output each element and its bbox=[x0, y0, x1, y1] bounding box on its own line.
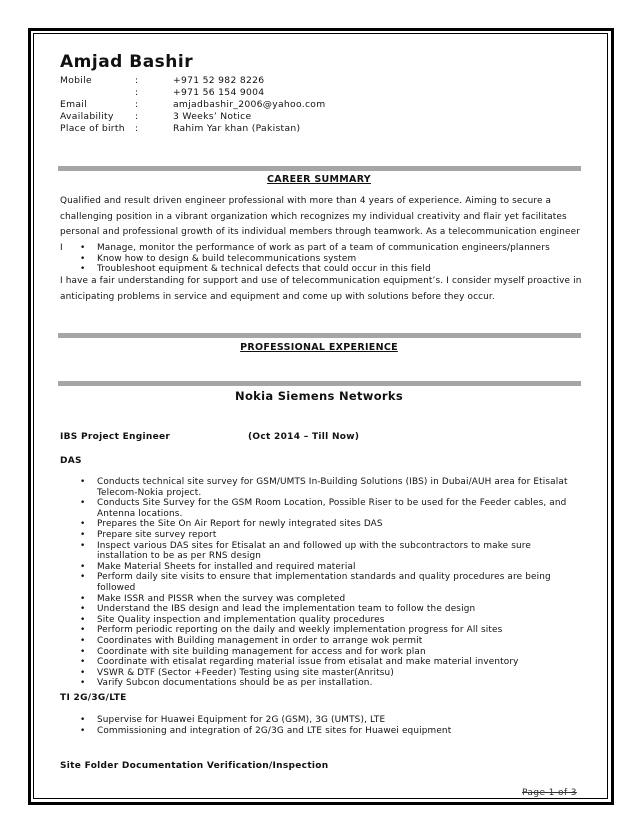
field-sep: : bbox=[135, 75, 139, 86]
field-key: Email bbox=[60, 99, 87, 110]
company-name: Nokia Siemens Networks bbox=[235, 389, 403, 403]
list-item: • Coordinate with site building management for access and for work plan bbox=[80, 647, 580, 658]
field-sep: : bbox=[135, 99, 139, 110]
list-item: • Prepares the Site On Air Report for newly integrated sites DAS bbox=[80, 519, 580, 530]
career-summary-closing bbox=[60, 274, 585, 305]
list-item: • Conducts technical site survey for GSM/UMTS In-Building Solutions (IBS) in Dubai/AUH area for Etisalat Telecom-Nokia project. bbox=[80, 477, 580, 498]
list-item: • Know how to design & build telecommunications system bbox=[80, 254, 580, 265]
list-item: • Coordinate with etisalat regarding material issue from etisalat and make material inventory bbox=[80, 657, 580, 668]
list-item: • Conducts Site Survey for the GSM Room Location, Possible Riser to be used for the Feeder cables, and Antenna locations. bbox=[80, 498, 580, 519]
list-item: • Understand the IBS design and lead the implementation team to follow the design bbox=[80, 604, 580, 615]
list-item: • Prepare site survey report bbox=[80, 530, 580, 541]
list-item: • Commissioning and integration of 2G/3G and LTE sites for Huawei equipment bbox=[80, 726, 580, 737]
intro-line: Qualified and result driven engineer professional with more than 4 years of experience. Aiming to secure a bbox=[60, 196, 552, 206]
career-summary-heading: CAREER SUMMARY bbox=[267, 174, 371, 185]
field-value: amjadbashir_2006@yahoo.com bbox=[173, 99, 326, 110]
site-folder-label: Site Folder Documentation Verification/Inspection bbox=[60, 761, 329, 771]
closing-line: anticipating problems in service and equipment and come up with solutions before they occur. bbox=[60, 291, 495, 302]
list-item: • Manage, monitor the performance of work as part of a team of communication engineers/planners bbox=[80, 243, 580, 254]
list-item: • Perform daily site visits to ensure that implementation standards and quality procedures are being followed bbox=[80, 572, 580, 593]
list-item: • Supervise for Huawei Equipment for 2G (GSM), 3G (UMTS), LTE bbox=[80, 715, 580, 726]
intro-line: challenging position in a vibrant organization which recognizes my individual creativity and flair yet facilitates bbox=[60, 211, 567, 222]
field-value: 3 Weeks’ Notice bbox=[173, 111, 252, 122]
list-item: • Troubleshoot equipment & technical defects that could occur in this field bbox=[80, 264, 580, 275]
section-divider bbox=[58, 333, 581, 338]
field-sep: : bbox=[135, 87, 139, 98]
field-key: Place of birth bbox=[60, 123, 125, 134]
das-bullets bbox=[80, 477, 580, 689]
field-value: +971 56 154 9004 bbox=[173, 87, 265, 98]
closing-line: I have a fair understanding for support and use of telecommunication equipment’s. I consider myself proactive in bbox=[60, 276, 582, 286]
field-key: Mobile bbox=[60, 75, 92, 86]
list-item: • Coordinates with Building management in order to arrange wok permit bbox=[80, 636, 580, 647]
role-title: IBS Project Engineer bbox=[60, 432, 171, 442]
page-number: Page 1 of 3 bbox=[522, 788, 577, 798]
list-item: • Make Material Sheets for installed and required material bbox=[80, 562, 580, 573]
role-period: (Oct 2014 – Till Now) bbox=[248, 432, 360, 442]
candidate-name: Amjad Bashir bbox=[60, 52, 194, 72]
ti-bullets bbox=[80, 715, 580, 736]
field-value: Rahim Yar khan (Pakistan) bbox=[173, 123, 301, 134]
list-item: • Varify Subcon documentations should be as per installation. bbox=[80, 678, 580, 689]
ti-label: TI 2G/3G/LTE bbox=[60, 693, 127, 703]
das-label: DAS bbox=[60, 456, 82, 466]
professional-experience-heading: PROFESSIONAL EXPERIENCE bbox=[240, 342, 398, 353]
intro-line: personal and professional growth of its individual members through teamwork. As a telecommunication engineer I bbox=[60, 227, 581, 253]
field-key: Availability bbox=[60, 111, 114, 122]
list-item: • Inspect various DAS sites for Etisalat an and followed up with the subcontractors to make sure installation to be as per RNS design bbox=[80, 541, 580, 562]
list-item: • Make ISSR and PISSR when the survey was completed bbox=[80, 594, 580, 605]
field-sep: : bbox=[135, 111, 139, 122]
section-divider bbox=[58, 381, 581, 386]
section-divider bbox=[58, 166, 581, 171]
career-summary-bullets bbox=[80, 243, 580, 275]
list-item: • Site Quality inspection and implementation quality procedures bbox=[80, 615, 580, 626]
field-value: +971 52 982 8226 bbox=[173, 75, 265, 86]
field-sep: : bbox=[135, 123, 139, 134]
list-item: • VSWR & DTF (Sector +Feeder) Testing using site master(Anritsu) bbox=[80, 668, 580, 679]
list-item: • Perform periodic reporting on the daily and weekly implementation progress for All sites bbox=[80, 625, 580, 636]
